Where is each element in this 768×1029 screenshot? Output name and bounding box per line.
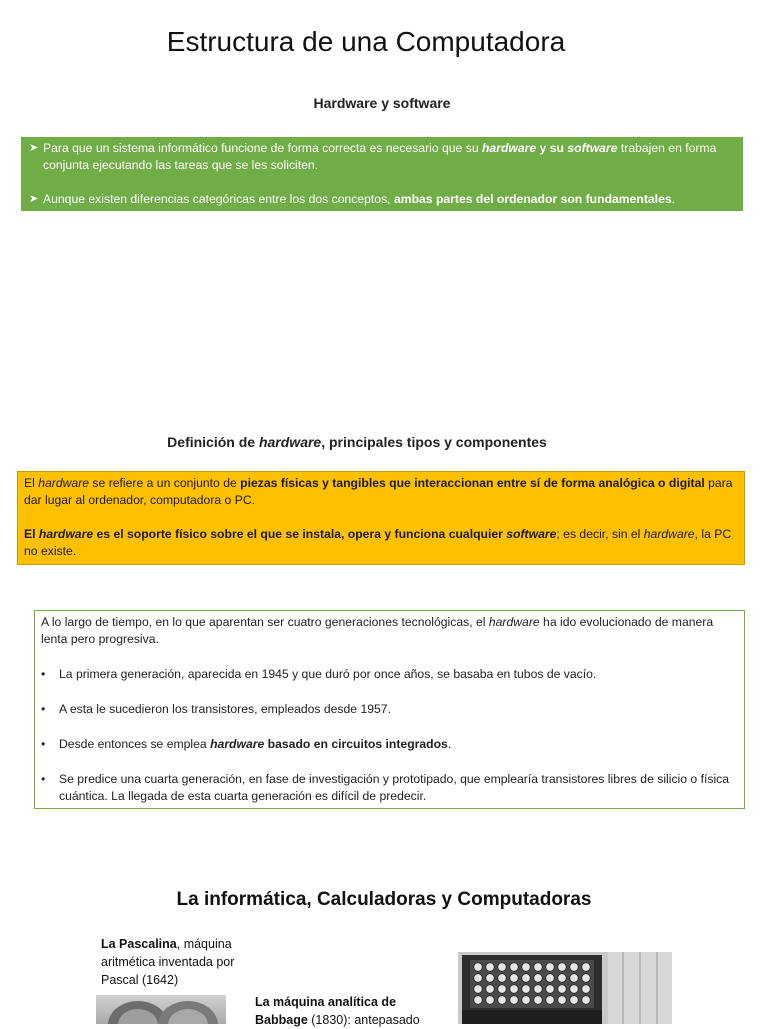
list-item: ➤ Para que un sistema informático funcione de forma correcta es necesario que su hardware y su software trabajen en forma conjunta ejecutando las tareas que se les soliciten. — [29, 141, 717, 172]
document-title: Estructura de una Computadora — [166, 26, 566, 57]
dial-wheel — [534, 974, 542, 982]
dial-wheel — [534, 996, 542, 1004]
dial-wheel — [522, 996, 530, 1004]
dial-wheel — [582, 963, 590, 971]
section-title-hardware-software: Hardware y software — [313, 95, 451, 111]
dial-wheel — [546, 985, 554, 993]
definition-paragraph-2: El hardware es el soporte físico sobre el que se instala, opera y funciona cualquier software; es decir, sin el hardware, la PC no existe. — [24, 527, 732, 558]
dial-wheel — [582, 985, 590, 993]
dial-wheel — [486, 985, 494, 993]
section-title-informatica: La informática, Calculadoras y Computadoras — [176, 889, 592, 910]
definition-box — [17, 471, 745, 565]
dial-wheel — [546, 996, 554, 1004]
dial-wheel — [570, 974, 578, 982]
dial-wheel — [498, 985, 506, 993]
dial-wheel — [546, 974, 554, 982]
dial-wheel — [510, 963, 518, 971]
dial-wheel — [558, 974, 566, 982]
dial-wheel — [522, 985, 530, 993]
dial-wheel — [486, 974, 494, 982]
dial-wheel — [486, 996, 494, 1004]
bullet-icon: • — [41, 772, 46, 786]
definition-paragraph-1: El hardware se refiere a un conjunto de piezas físicas y tangibles que interaccionan entre sí de forma analógica o digital para dar lugar al ordenador, computadora o PC. — [24, 476, 733, 507]
pascalina-image — [96, 995, 226, 1024]
list-item: ➤ Aunque existen diferencias categóricas entre los dos conceptos, ambas partes del ordenador son fundamentales. — [29, 192, 676, 206]
bullet-icon: • — [41, 737, 46, 751]
dial-wheel — [498, 996, 506, 1004]
pascalina-illustration — [96, 995, 226, 1024]
generations-box — [34, 610, 745, 809]
dial-wheel — [534, 963, 542, 971]
dial-wheel — [522, 963, 530, 971]
dial-wheel — [474, 963, 482, 971]
dial-wheel — [570, 985, 578, 993]
list-item: • Se predice una cuarta generación, en fase de investigación y prototipado, que emplearía transistores libres de silicio o física cuántica. La llegada de esta cuarta generación es difícil de predecir. — [41, 772, 730, 803]
babbage-machine-image — [458, 952, 672, 1024]
dial-wheel — [546, 963, 554, 971]
generations-intro: A lo largo de tiempo, en lo que aparentan ser cuatro generaciones tecnológicas, el hardware ha ido evolucionado de manera lenta pero progresiva. — [41, 615, 714, 646]
babbage-caption: La máquina analítica de Babbage (1830): antepasado — [255, 995, 420, 1027]
dial-wheel — [510, 985, 518, 993]
section-title-definicion: Definición de hardware, principales tipos y componentes — [167, 434, 547, 450]
dial-wheel — [498, 974, 506, 982]
bullet-icon: • — [41, 667, 46, 681]
dial-wheel — [510, 996, 518, 1004]
pascalina-caption: La Pascalina, máquina aritmética inventada por Pascal (1642) — [101, 937, 235, 987]
bullet-icon: • — [41, 702, 46, 716]
dial-wheel — [582, 996, 590, 1004]
dial-wheel — [522, 974, 530, 982]
dial-wheel — [474, 996, 482, 1004]
dial-wheel — [582, 974, 590, 982]
dial-wheel — [558, 985, 566, 993]
dial-wheel — [510, 974, 518, 982]
list-item: • La primera generación, aparecida en 1945 y que duró por once años, se basaba en tubos de vacío. — [41, 667, 597, 681]
dial-wheel — [558, 996, 566, 1004]
dial-wheel — [570, 996, 578, 1004]
dial-wheel — [498, 963, 506, 971]
list-item: • Desde entonces se emplea hardware basado en circuitos integrados. — [41, 737, 452, 751]
hardware-software-box — [21, 137, 743, 211]
dial-wheel — [534, 985, 542, 993]
dial-wheel — [474, 974, 482, 982]
dial-wheel — [558, 963, 566, 971]
arrow-bullet-icon: ➤ — [29, 193, 39, 205]
dial-wheel — [474, 985, 482, 993]
dial-wheel — [570, 963, 578, 971]
arrow-bullet-icon: ➤ — [29, 142, 39, 154]
dial-wheel — [486, 963, 494, 971]
list-item: • A esta le sucedieron los transistores, empleados desde 1957. — [41, 702, 391, 716]
babbage-machine-illustration — [458, 952, 672, 1024]
